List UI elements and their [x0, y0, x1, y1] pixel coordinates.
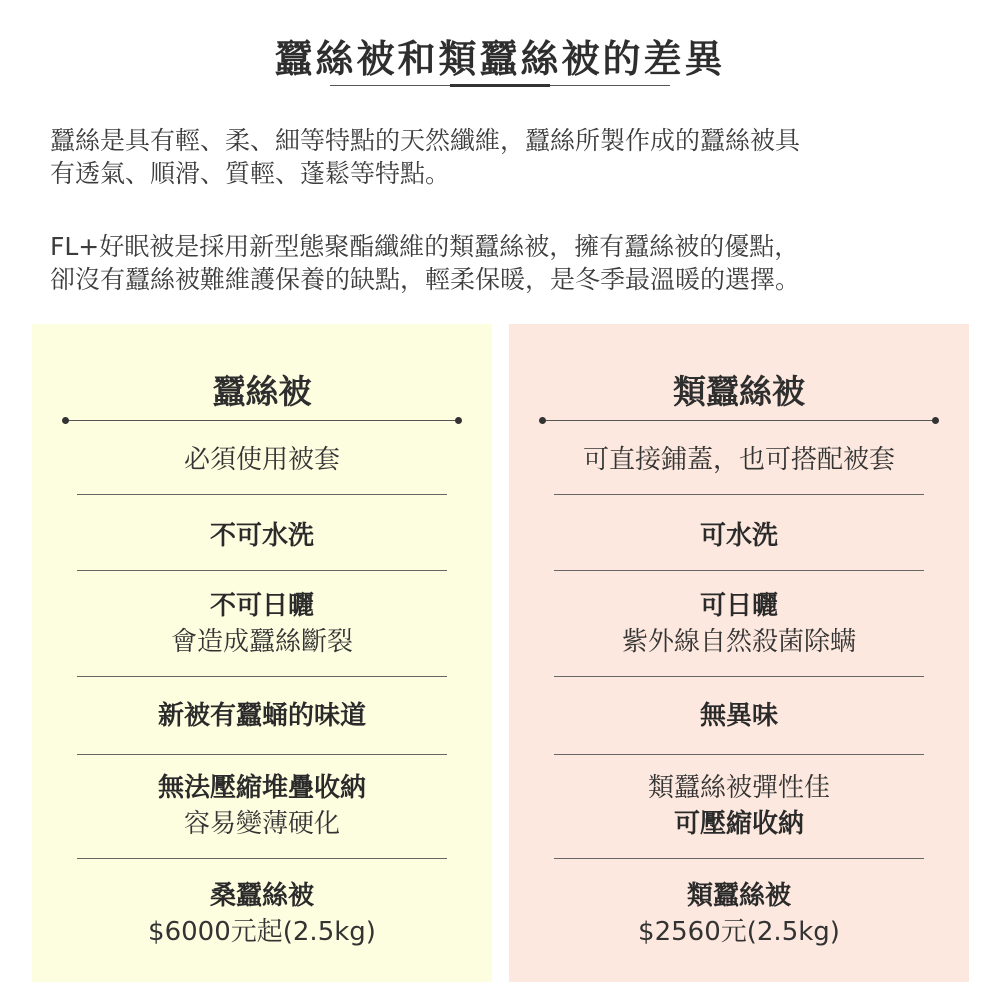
row-divider — [77, 858, 447, 859]
intro-line: 卻沒有蠶絲被難維護保養的缺點，輕柔保暖，是冬季最溫暖的選擇。 — [50, 265, 801, 294]
panel-heading: 類蠶絲被 — [673, 372, 805, 411]
comparison-row-wash — [554, 518, 924, 554]
row-divider — [554, 570, 924, 571]
comparison-row-sun — [554, 588, 924, 660]
row-title: 桑蠶絲被 — [209, 881, 314, 911]
comparison-row-storage — [554, 770, 924, 842]
panel-heading: 蠶絲被 — [212, 372, 312, 411]
comparison-row-odor — [554, 698, 924, 734]
comparison-row-price — [554, 878, 924, 950]
title-divider — [330, 82, 670, 90]
row-text: 新被有蠶蛹的味道 — [157, 701, 366, 731]
comparison-row-price — [77, 878, 447, 950]
row-divider — [554, 754, 924, 755]
silk-quilt-panel — [32, 324, 492, 982]
comparison-row-cover — [77, 442, 447, 478]
row-text: 必須使用被套 — [183, 445, 340, 475]
comparison-row-odor — [77, 698, 447, 734]
row-divider — [77, 754, 447, 755]
row-title: 無法壓縮堆疊收納 — [157, 773, 366, 803]
comparison-row-storage — [77, 770, 447, 842]
row-divider — [554, 858, 924, 859]
comparison-row-sun — [77, 588, 447, 660]
row-title: 可壓縮收納 — [673, 809, 804, 839]
row-detail: 類蠶絲被彈性佳 — [647, 773, 830, 803]
intro-line: 有透氣、順滑、質輕、蓬鬆等特點。 — [50, 159, 451, 188]
row-divider — [554, 676, 924, 677]
row-divider — [77, 676, 447, 677]
intro-paragraph-product — [50, 230, 960, 296]
heading-divider — [541, 416, 937, 424]
row-divider — [77, 494, 447, 495]
page-title: 蠶絲被和類蠶絲被的差異 — [274, 37, 726, 81]
heading-divider — [64, 416, 460, 424]
row-detail: 容易變薄硬化 — [183, 809, 340, 839]
row-text: 可水洗 — [699, 521, 778, 551]
row-title: 不可日曬 — [209, 591, 314, 621]
row-detail: 會造成蠶絲斷裂 — [170, 627, 353, 657]
faux-silk-quilt-panel — [509, 324, 969, 982]
row-text: 不可水洗 — [209, 521, 314, 551]
price-text: $6000元起(2.5kg) — [148, 917, 376, 947]
row-title: 可日曬 — [699, 591, 778, 621]
row-detail: 紫外線自然殺菌除螨 — [621, 627, 856, 657]
row-title: 類蠶絲被 — [686, 881, 791, 911]
row-text: 無異味 — [699, 701, 778, 731]
intro-line: 蠶絲是具有輕、柔、細等特點的天然纖維，蠶絲所製作成的蠶絲被具 — [50, 126, 801, 155]
price-text: $2560元(2.5kg) — [638, 917, 840, 947]
row-divider — [554, 494, 924, 495]
intro-paragraph-silk — [50, 124, 960, 190]
row-text: 可直接鋪蓋，也可搭配被套 — [582, 445, 895, 475]
comparison-row-cover — [554, 442, 924, 478]
row-divider — [77, 570, 447, 571]
comparison-row-wash — [77, 518, 447, 554]
intro-line: FL+好眠被是採用新型態聚酯纖維的類蠶絲被，擁有蠶絲被的優點， — [50, 232, 800, 261]
